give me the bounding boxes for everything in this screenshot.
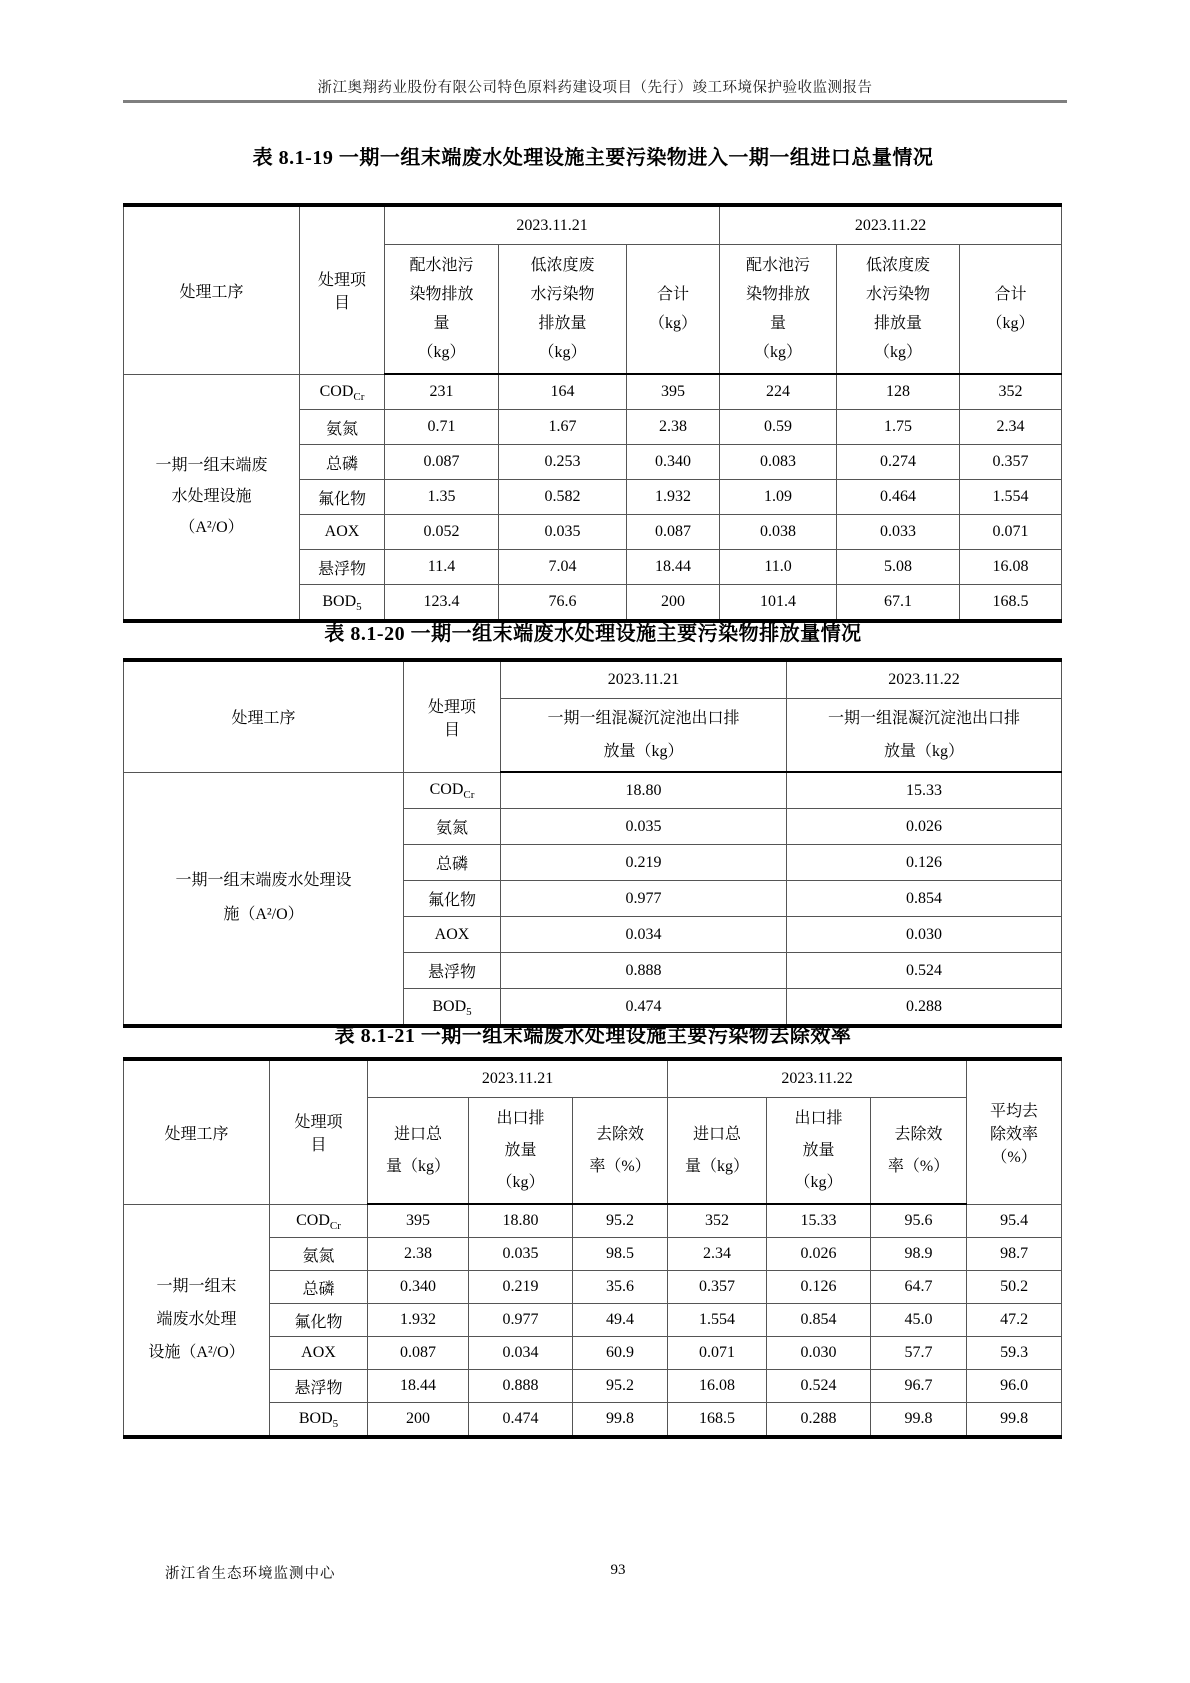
value-cell: 0.977: [469, 1304, 573, 1337]
value-cell: 0.288: [767, 1403, 871, 1438]
value-cell: 0.524: [787, 953, 1062, 989]
pollutant-cell: 总磷: [300, 445, 385, 480]
process-header-cell: 处理工序: [124, 1059, 270, 1204]
value-cell: 123.4: [385, 585, 499, 622]
value-cell: 0.126: [787, 845, 1062, 881]
value-cell: 0.087: [385, 445, 499, 480]
col-header-outlet-discharge: 出口排 放量 （kg）: [767, 1098, 871, 1205]
value-cell: 0.524: [767, 1370, 871, 1403]
value-cell: 49.4: [573, 1304, 668, 1337]
value-cell: 0.087: [368, 1337, 469, 1370]
date-header: 2023.11.22: [787, 660, 1062, 699]
value-cell: 0.030: [767, 1337, 871, 1370]
value-cell: 11.0: [720, 550, 837, 585]
table2-title: 表 8.1-20 一期一组末端废水处理设施主要污染物排放量情况: [324, 623, 862, 645]
value-cell: 0.035: [469, 1238, 573, 1271]
item-header-cell: [300, 205, 385, 374]
value-cell: 1.554: [960, 480, 1062, 515]
value-cell: 0.052: [385, 515, 499, 550]
value-cell: 0.035: [499, 515, 627, 550]
value-cell: 60.9: [573, 1337, 668, 1370]
value-cell: 168.5: [668, 1403, 767, 1438]
value-cell: 96.0: [967, 1370, 1062, 1403]
pollutant-cell: $BOD_5$: [270, 1403, 368, 1438]
col-header-low-concentration: 低浓度废 水污染物 排放量 （kg）: [837, 245, 960, 375]
value-cell: 99.8: [967, 1403, 1062, 1438]
col-header-outlet-discharge: 一期一组混凝沉淀池出口排 放量（kg）: [787, 699, 1062, 773]
value-cell: 0.253: [499, 445, 627, 480]
value-cell: 7.04: [499, 550, 627, 585]
page-number: 93: [610, 1562, 626, 1578]
value-cell: 231: [385, 374, 499, 410]
value-cell: 1.35: [385, 480, 499, 515]
value-cell: 0.083: [720, 445, 837, 480]
value-cell: 16.08: [668, 1370, 767, 1403]
value-cell: 15.33: [787, 772, 1062, 809]
value-cell: 0.071: [668, 1337, 767, 1370]
value-cell: 395: [627, 374, 720, 410]
col-header-average-removal: 平均去 除效率 （%）: [967, 1059, 1062, 1204]
col-header-distribution-pool: 配水池污 染物排放 量 （kg）: [720, 245, 837, 375]
value-cell: 59.3: [967, 1337, 1062, 1370]
value-cell: 200: [368, 1403, 469, 1438]
value-cell: 0.087: [627, 515, 720, 550]
value-cell: 0.033: [837, 515, 960, 550]
pollutant-cell: 氟化物: [270, 1304, 368, 1337]
date-header: 2023.11.22: [668, 1059, 967, 1098]
value-cell: 0.582: [499, 480, 627, 515]
value-cell: 0.219: [469, 1271, 573, 1304]
value-cell: 1.67: [499, 410, 627, 445]
value-cell: 1.554: [668, 1304, 767, 1337]
pollutant-cell: 氨氮: [404, 809, 501, 845]
pollutant-cell: $COD_{Cr}$: [404, 772, 501, 809]
pollutant-cell: 氨氮: [300, 410, 385, 445]
col-header-outlet-discharge: 一期一组混凝沉淀池出口排 放量（kg）: [501, 699, 787, 773]
value-cell: 0.026: [767, 1238, 871, 1271]
pollutant-cell: AOX: [300, 515, 385, 550]
value-cell: 0.034: [469, 1337, 573, 1370]
value-cell: 15.33: [767, 1204, 871, 1238]
value-cell: 95.4: [967, 1204, 1062, 1238]
value-cell: 0.474: [501, 989, 787, 1027]
value-cell: 0.340: [368, 1271, 469, 1304]
pollutant-cell: AOX: [270, 1337, 368, 1370]
col-header-total: 合计 （kg）: [960, 245, 1062, 375]
value-cell: 96.7: [871, 1370, 967, 1403]
date-header: 2023.11.21: [501, 660, 787, 699]
col-header-outlet-discharge: 出口排 放量 （kg）: [469, 1098, 573, 1205]
value-cell: 57.7: [871, 1337, 967, 1370]
value-cell: 0.340: [627, 445, 720, 480]
value-cell: 76.6: [499, 585, 627, 622]
value-cell: 0.854: [787, 881, 1062, 917]
pollutant-cell: 氨氮: [270, 1238, 368, 1271]
value-cell: 0.071: [960, 515, 1062, 550]
item-header-cell: 处理项 目: [270, 1059, 368, 1204]
value-cell: 11.4: [385, 550, 499, 585]
value-cell: 0.977: [501, 881, 787, 917]
value-cell: 2.34: [960, 410, 1062, 445]
value-cell: 0.854: [767, 1304, 871, 1337]
date-header: 2023.11.21: [368, 1059, 668, 1098]
col-header-inlet-total: 进口总 量（kg）: [368, 1098, 469, 1205]
value-cell: 95.6: [871, 1204, 967, 1238]
value-cell: 0.357: [668, 1271, 767, 1304]
value-cell: 95.2: [573, 1204, 668, 1238]
value-cell: 0.034: [501, 917, 787, 953]
value-cell: 1.75: [837, 410, 960, 445]
value-cell: 0.035: [501, 809, 787, 845]
value-cell: 352: [960, 374, 1062, 410]
value-cell: 98.9: [871, 1238, 967, 1271]
pollutant-cell: AOX: [404, 917, 501, 953]
row-label: 一期一组末 端废水处理 设施（A²/O）: [124, 1204, 270, 1437]
value-cell: 98.5: [573, 1238, 668, 1271]
table3-title: 表 8.1-21 一期一组末端废水处理设施主要污染物去除效率: [334, 1025, 852, 1047]
pollutant-cell: 悬浮物: [270, 1370, 368, 1403]
col-header-low-concentration: 低浓度废 水污染物 排放量 （kg）: [499, 245, 627, 375]
pollutant-cell: $BOD_5$: [300, 585, 385, 622]
item-header-line: 处理项: [317, 272, 366, 290]
pollutant-cell: 悬浮物: [300, 550, 385, 585]
pollutant-cell: $COD_{Cr}$: [270, 1204, 368, 1238]
table1-title: 表 8.1-19 一期一组末端废水处理设施主要污染物进入一期一组进口总量情况: [252, 147, 934, 169]
process-header-cell: 处理工序: [124, 205, 300, 374]
pollutant-cell: 氟化物: [404, 881, 501, 917]
value-cell: 35.6: [573, 1271, 668, 1304]
row-label: 一期一组末端废 水处理设施 （A²/O）: [124, 374, 300, 621]
row-label: 一期一组末端废水处理设 施（A²/O）: [124, 772, 404, 1026]
item-header-line: 目: [333, 295, 350, 313]
value-cell: 164: [499, 374, 627, 410]
pollutant-cell: 总磷: [404, 845, 501, 881]
col-header-inlet-total: 进口总 量（kg）: [668, 1098, 767, 1205]
pollutant-cell: 悬浮物: [404, 953, 501, 989]
value-cell: 64.7: [871, 1271, 967, 1304]
table-8-1-19: [123, 203, 1062, 623]
value-cell: 128: [837, 374, 960, 410]
pollutant-cell: 氟化物: [300, 480, 385, 515]
date-header: 2023.11.22: [720, 205, 1062, 245]
value-cell: 95.2: [573, 1370, 668, 1403]
document-header: 浙江奥翔药业股份有限公司特色原料药建设项目（先行）竣工环境保护验收监测报告: [317, 80, 873, 96]
date-header: 2023.11.21: [385, 205, 720, 245]
value-cell: 18.80: [469, 1204, 573, 1238]
header-rule: [123, 100, 1067, 103]
col-header-distribution-pool: 配水池污 染物排放 量 （kg）: [385, 245, 499, 375]
value-cell: 99.8: [871, 1403, 967, 1438]
value-cell: 0.888: [469, 1370, 573, 1403]
table-8-1-20: [123, 658, 1062, 1028]
value-cell: 18.44: [627, 550, 720, 585]
value-cell: 0.288: [787, 989, 1062, 1027]
value-cell: 0.59: [720, 410, 837, 445]
value-cell: 1.932: [368, 1304, 469, 1337]
item-header-cell: 处理项 目: [404, 660, 501, 772]
value-cell: 395: [368, 1204, 469, 1238]
value-cell: 224: [720, 374, 837, 410]
table-8-1-21: [123, 1057, 1062, 1439]
value-cell: 0.219: [501, 845, 787, 881]
value-cell: 18.80: [501, 772, 787, 809]
value-cell: 0.888: [501, 953, 787, 989]
pollutant-cell: $BOD_5$: [404, 989, 501, 1027]
value-cell: 99.8: [573, 1403, 668, 1438]
value-cell: 0.71: [385, 410, 499, 445]
value-cell: 2.38: [627, 410, 720, 445]
value-cell: 45.0: [871, 1304, 967, 1337]
value-cell: 47.2: [967, 1304, 1062, 1337]
value-cell: 16.08: [960, 550, 1062, 585]
value-cell: 98.7: [967, 1238, 1062, 1271]
col-header-removal-rate: 去除效 率（%）: [871, 1098, 967, 1205]
value-cell: 0.274: [837, 445, 960, 480]
value-cell: 2.38: [368, 1238, 469, 1271]
value-cell: 18.44: [368, 1370, 469, 1403]
value-cell: 0.038: [720, 515, 837, 550]
value-cell: 1.09: [720, 480, 837, 515]
value-cell: 200: [627, 585, 720, 622]
value-cell: 50.2: [967, 1271, 1062, 1304]
value-cell: 0.357: [960, 445, 1062, 480]
value-cell: 101.4: [720, 585, 837, 622]
value-cell: 2.34: [668, 1238, 767, 1271]
value-cell: 67.1: [837, 585, 960, 622]
pollutant-cell: $COD_{Cr}$: [300, 374, 385, 410]
value-cell: 1.932: [627, 480, 720, 515]
pollutant-cell: 总磷: [270, 1271, 368, 1304]
process-header-cell: 处理工序: [124, 660, 404, 772]
value-cell: 0.474: [469, 1403, 573, 1438]
footer-organization: 浙江省生态环境监测中心: [165, 1566, 336, 1582]
col-header-removal-rate: 去除效 率（%）: [573, 1098, 668, 1205]
value-cell: 352: [668, 1204, 767, 1238]
value-cell: 0.026: [787, 809, 1062, 845]
value-cell: 0.030: [787, 917, 1062, 953]
value-cell: 0.464: [837, 480, 960, 515]
col-header-total: 合计 （kg）: [627, 245, 720, 375]
value-cell: 5.08: [837, 550, 960, 585]
value-cell: 0.126: [767, 1271, 871, 1304]
value-cell: 168.5: [960, 585, 1062, 622]
